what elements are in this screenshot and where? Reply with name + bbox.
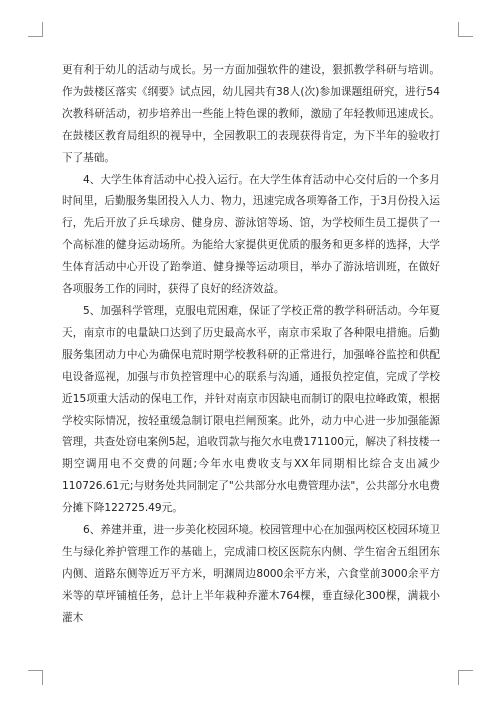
crop-mark-top-left <box>28 22 43 37</box>
paragraph-power-management: 5、加强科学管理，克服电荒困难，保证了学校正常的教学科研活动。今年夏天，南京市的电量缺口达到了历史最高水平，南京市采取了各种限电措施。后勤服务集团动力中心为确保电荒时期学校教科研的正常进行，加强峰谷监控和供配电设备巡视，加强与市负控管理中心的联系与沟通，通报负控定值，完成了学校近15项重大活动的保电工作，并针对南京市因缺电而制订的限电拉峰政策，根据学校实际情况，按轻重缓急制订限电拦闸预案。此外，动力中心进一步加强能源管理，共查处窃电案例5起，追收罚款与拖欠水电费171100元，解决了科技楼一期空调用电不交费的问题;今年水电费收支与XX年同期相比综合支出减少110726.61元;与财务处共同制定了"公共部分水电费管理办法"，公共部分水电费分摊下降122725.49元。 <box>62 304 440 515</box>
document-body <box>62 60 440 630</box>
paragraph-sports-center: 4、大学生体育活动中心投入运行。在大学生体育活动中心交付后的一个多月时间里，后勤服务集团投入人力、物力，迅速完成各项筹备工作，于3月份投入运行，先后开放了乒乓球房、健身房、游泳馆等场、馆，为学校师生员工提供了一个高标准的健身运动场所。为能给大家提供更优质的服务和更多样的选择，大学生体育活动中心开设了跆拳道、健身操等运动项目，举办了游泳培训班，在做好各项服务工作的同时，获得了良好的经济效益。 <box>62 173 440 296</box>
crop-mark-top-right <box>458 22 473 37</box>
paragraph-campus-environment: 6、养建并重，进一步美化校园环境。校园管理中心在加强两校区校园环境卫生与绿化养护管理工作的基础上，完成浦口校区医院东内侧、学生宿舍五组团东内侧、道路东侧等近万平方米，明渊周边8000余平方米，六食堂前3000余平方米等的草坪铺植任务，总计上半年栽种乔灌木764棵，垂直绿化300棵，满栽小灌木 <box>62 524 440 624</box>
crop-mark-bottom-right <box>458 670 473 685</box>
crop-mark-bottom-left <box>28 670 43 685</box>
paragraph-continuation: 更有利于幼儿的活动与成长。另一方面加强软件的建设，狠抓教学科研与培训。作为鼓楼区落实《纲要》试点园，幼儿园共有38人(次)参加课题组研究，进行54次教科研活动，初步培养出一些能上特色课的教师，激励了年轻教师迅速成长。在鼓楼区教育局组织的视导中，全园教职工的表现获得肯定，为下半年的验收打下了基础。 <box>62 64 440 164</box>
